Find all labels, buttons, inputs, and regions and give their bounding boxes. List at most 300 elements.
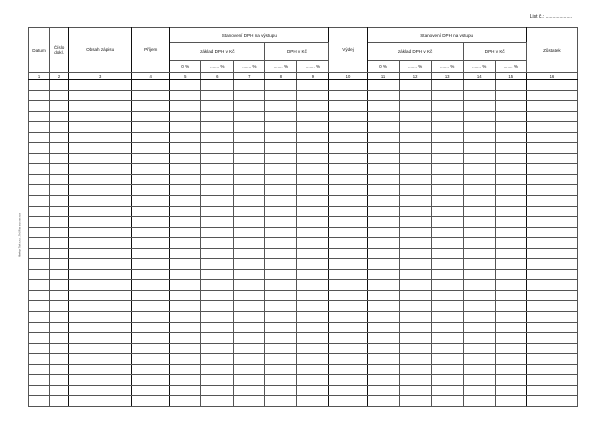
entry-cell[interactable] bbox=[170, 90, 201, 101]
entry-cell[interactable] bbox=[297, 396, 329, 407]
entry-cell[interactable] bbox=[29, 301, 50, 312]
entry-cell[interactable] bbox=[132, 90, 170, 101]
entry-cell[interactable] bbox=[399, 90, 431, 101]
entry-cell[interactable] bbox=[201, 396, 234, 407]
entry-cell[interactable] bbox=[367, 132, 399, 143]
entry-cell[interactable] bbox=[526, 290, 577, 301]
entry-cell[interactable] bbox=[399, 333, 431, 344]
entry-cell[interactable] bbox=[69, 206, 132, 217]
entry-cell[interactable] bbox=[463, 301, 495, 312]
entry-cell[interactable] bbox=[367, 227, 399, 238]
entry-cell[interactable] bbox=[29, 238, 50, 249]
entry-cell[interactable] bbox=[526, 174, 577, 185]
entry-cell[interactable] bbox=[201, 80, 234, 91]
entry-cell[interactable] bbox=[69, 312, 132, 323]
entry-cell[interactable] bbox=[329, 385, 367, 396]
entry-cell[interactable] bbox=[526, 132, 577, 143]
entry-cell[interactable] bbox=[431, 280, 463, 291]
entry-cell[interactable] bbox=[329, 343, 367, 354]
entry-cell[interactable] bbox=[132, 354, 170, 365]
entry-cell[interactable] bbox=[431, 101, 463, 112]
entry-cell[interactable] bbox=[50, 333, 69, 344]
entry-cell[interactable] bbox=[329, 90, 367, 101]
entry-cell[interactable] bbox=[170, 122, 201, 133]
entry-cell[interactable] bbox=[399, 280, 431, 291]
entry-cell[interactable] bbox=[132, 111, 170, 122]
entry-cell[interactable] bbox=[367, 290, 399, 301]
entry-cell[interactable] bbox=[297, 143, 329, 154]
entry-cell[interactable] bbox=[329, 196, 367, 207]
entry-cell[interactable] bbox=[234, 364, 265, 375]
entry-cell[interactable] bbox=[265, 80, 297, 91]
entry-cell[interactable] bbox=[50, 238, 69, 249]
entry-cell[interactable] bbox=[431, 385, 463, 396]
entry-cell[interactable] bbox=[431, 301, 463, 312]
entry-cell[interactable] bbox=[495, 385, 526, 396]
entry-cell[interactable] bbox=[367, 164, 399, 175]
entry-cell[interactable] bbox=[50, 143, 69, 154]
entry-cell[interactable] bbox=[526, 143, 577, 154]
entry-cell[interactable] bbox=[526, 280, 577, 291]
entry-cell[interactable] bbox=[265, 111, 297, 122]
entry-cell[interactable] bbox=[526, 385, 577, 396]
entry-cell[interactable] bbox=[463, 312, 495, 323]
entry-cell[interactable] bbox=[367, 90, 399, 101]
entry-cell[interactable] bbox=[367, 375, 399, 386]
entry-cell[interactable] bbox=[367, 312, 399, 323]
entry-cell[interactable] bbox=[526, 185, 577, 196]
entry-cell[interactable] bbox=[495, 90, 526, 101]
entry-cell[interactable] bbox=[201, 143, 234, 154]
entry-cell[interactable] bbox=[495, 132, 526, 143]
entry-cell[interactable] bbox=[29, 196, 50, 207]
entry-cell[interactable] bbox=[367, 122, 399, 133]
entry-cell[interactable] bbox=[170, 238, 201, 249]
entry-cell[interactable] bbox=[367, 111, 399, 122]
entry-cell[interactable] bbox=[399, 322, 431, 333]
entry-cell[interactable] bbox=[170, 217, 201, 228]
entry-cell[interactable] bbox=[431, 111, 463, 122]
entry-cell[interactable] bbox=[201, 164, 234, 175]
entry-cell[interactable] bbox=[132, 227, 170, 238]
entry-cell[interactable] bbox=[367, 174, 399, 185]
entry-cell[interactable] bbox=[526, 354, 577, 365]
entry-cell[interactable] bbox=[50, 396, 69, 407]
entry-cell[interactable] bbox=[50, 90, 69, 101]
entry-cell[interactable] bbox=[50, 290, 69, 301]
entry-cell[interactable] bbox=[170, 164, 201, 175]
entry-cell[interactable] bbox=[201, 385, 234, 396]
entry-cell[interactable] bbox=[495, 375, 526, 386]
entry-cell[interactable] bbox=[234, 354, 265, 365]
entry-cell[interactable] bbox=[265, 90, 297, 101]
entry-cell[interactable] bbox=[431, 375, 463, 386]
entry-cell[interactable] bbox=[526, 259, 577, 270]
entry-cell[interactable] bbox=[201, 206, 234, 217]
entry-cell[interactable] bbox=[329, 143, 367, 154]
entry-cell[interactable] bbox=[463, 132, 495, 143]
entry-cell[interactable] bbox=[431, 153, 463, 164]
entry-cell[interactable] bbox=[265, 132, 297, 143]
entry-cell[interactable] bbox=[297, 385, 329, 396]
entry-cell[interactable] bbox=[132, 80, 170, 91]
entry-cell[interactable] bbox=[201, 312, 234, 323]
entry-cell[interactable] bbox=[170, 301, 201, 312]
entry-cell[interactable] bbox=[265, 153, 297, 164]
entry-cell[interactable] bbox=[234, 101, 265, 112]
entry-cell[interactable] bbox=[201, 259, 234, 270]
entry-cell[interactable] bbox=[431, 122, 463, 133]
entry-cell[interactable] bbox=[495, 164, 526, 175]
entry-cell[interactable] bbox=[329, 322, 367, 333]
entry-cell[interactable] bbox=[495, 354, 526, 365]
entry-cell[interactable] bbox=[495, 196, 526, 207]
entry-cell[interactable] bbox=[234, 164, 265, 175]
entry-cell[interactable] bbox=[265, 248, 297, 259]
entry-cell[interactable] bbox=[495, 111, 526, 122]
entry-cell[interactable] bbox=[170, 322, 201, 333]
entry-cell[interactable] bbox=[265, 322, 297, 333]
entry-cell[interactable] bbox=[170, 248, 201, 259]
entry-cell[interactable] bbox=[265, 290, 297, 301]
entry-cell[interactable] bbox=[201, 217, 234, 228]
entry-cell[interactable] bbox=[399, 312, 431, 323]
entry-cell[interactable] bbox=[132, 217, 170, 228]
entry-cell[interactable] bbox=[234, 80, 265, 91]
entry-cell[interactable] bbox=[297, 333, 329, 344]
entry-cell[interactable] bbox=[132, 164, 170, 175]
entry-cell[interactable] bbox=[234, 301, 265, 312]
entry-cell[interactable] bbox=[69, 164, 132, 175]
entry-cell[interactable] bbox=[234, 174, 265, 185]
entry-cell[interactable] bbox=[399, 269, 431, 280]
entry-cell[interactable] bbox=[297, 101, 329, 112]
entry-cell[interactable] bbox=[463, 396, 495, 407]
entry-cell[interactable] bbox=[69, 301, 132, 312]
entry-cell[interactable] bbox=[463, 153, 495, 164]
entry-cell[interactable] bbox=[201, 364, 234, 375]
entry-cell[interactable] bbox=[495, 248, 526, 259]
entry-cell[interactable] bbox=[367, 206, 399, 217]
entry-cell[interactable] bbox=[297, 227, 329, 238]
entry-cell[interactable] bbox=[69, 259, 132, 270]
entry-cell[interactable] bbox=[463, 238, 495, 249]
entry-cell[interactable] bbox=[526, 333, 577, 344]
entry-cell[interactable] bbox=[132, 280, 170, 291]
entry-cell[interactable] bbox=[234, 196, 265, 207]
entry-cell[interactable] bbox=[399, 185, 431, 196]
entry-cell[interactable] bbox=[329, 80, 367, 91]
entry-cell[interactable] bbox=[170, 312, 201, 323]
entry-cell[interactable] bbox=[170, 259, 201, 270]
entry-cell[interactable] bbox=[132, 322, 170, 333]
entry-cell[interactable] bbox=[329, 206, 367, 217]
entry-cell[interactable] bbox=[329, 227, 367, 238]
entry-cell[interactable] bbox=[201, 185, 234, 196]
entry-cell[interactable] bbox=[29, 354, 50, 365]
entry-cell[interactable] bbox=[50, 206, 69, 217]
entry-cell[interactable] bbox=[234, 269, 265, 280]
entry-cell[interactable] bbox=[463, 375, 495, 386]
entry-cell[interactable] bbox=[495, 259, 526, 270]
entry-cell[interactable] bbox=[29, 143, 50, 154]
entry-cell[interactable] bbox=[431, 80, 463, 91]
entry-cell[interactable] bbox=[297, 364, 329, 375]
entry-cell[interactable] bbox=[431, 227, 463, 238]
entry-cell[interactable] bbox=[329, 101, 367, 112]
entry-cell[interactable] bbox=[29, 385, 50, 396]
entry-cell[interactable] bbox=[50, 269, 69, 280]
entry-cell[interactable] bbox=[170, 153, 201, 164]
entry-cell[interactable] bbox=[399, 153, 431, 164]
entry-cell[interactable] bbox=[29, 174, 50, 185]
entry-cell[interactable] bbox=[201, 111, 234, 122]
entry-cell[interactable] bbox=[526, 248, 577, 259]
entry-cell[interactable] bbox=[526, 312, 577, 323]
entry-cell[interactable] bbox=[495, 206, 526, 217]
entry-cell[interactable] bbox=[265, 101, 297, 112]
entry-cell[interactable] bbox=[69, 396, 132, 407]
entry-cell[interactable] bbox=[463, 248, 495, 259]
entry-cell[interactable] bbox=[69, 290, 132, 301]
entry-cell[interactable] bbox=[431, 206, 463, 217]
entry-cell[interactable] bbox=[463, 80, 495, 91]
entry-cell[interactable] bbox=[431, 290, 463, 301]
entry-cell[interactable] bbox=[399, 301, 431, 312]
entry-cell[interactable] bbox=[170, 101, 201, 112]
entry-cell[interactable] bbox=[132, 248, 170, 259]
entry-cell[interactable] bbox=[399, 364, 431, 375]
entry-cell[interactable] bbox=[29, 90, 50, 101]
entry-cell[interactable] bbox=[297, 153, 329, 164]
entry-cell[interactable] bbox=[329, 164, 367, 175]
entry-cell[interactable] bbox=[170, 354, 201, 365]
entry-cell[interactable] bbox=[234, 217, 265, 228]
entry-cell[interactable] bbox=[526, 375, 577, 386]
entry-cell[interactable] bbox=[29, 269, 50, 280]
entry-cell[interactable] bbox=[201, 290, 234, 301]
entry-cell[interactable] bbox=[50, 322, 69, 333]
entry-cell[interactable] bbox=[526, 322, 577, 333]
entry-cell[interactable] bbox=[431, 143, 463, 154]
entry-cell[interactable] bbox=[170, 269, 201, 280]
entry-cell[interactable] bbox=[170, 396, 201, 407]
entry-cell[interactable] bbox=[29, 375, 50, 386]
entry-cell[interactable] bbox=[29, 396, 50, 407]
entry-cell[interactable] bbox=[399, 206, 431, 217]
entry-cell[interactable] bbox=[265, 217, 297, 228]
entry-cell[interactable] bbox=[526, 164, 577, 175]
entry-cell[interactable] bbox=[329, 259, 367, 270]
entry-cell[interactable] bbox=[329, 122, 367, 133]
entry-cell[interactable] bbox=[50, 111, 69, 122]
entry-cell[interactable] bbox=[399, 80, 431, 91]
entry-cell[interactable] bbox=[69, 343, 132, 354]
entry-cell[interactable] bbox=[329, 280, 367, 291]
entry-cell[interactable] bbox=[495, 290, 526, 301]
entry-cell[interactable] bbox=[201, 153, 234, 164]
entry-cell[interactable] bbox=[69, 143, 132, 154]
entry-cell[interactable] bbox=[329, 269, 367, 280]
entry-cell[interactable] bbox=[265, 396, 297, 407]
entry-cell[interactable] bbox=[399, 164, 431, 175]
entry-cell[interactable] bbox=[234, 122, 265, 133]
entry-cell[interactable] bbox=[234, 259, 265, 270]
entry-cell[interactable] bbox=[495, 301, 526, 312]
entry-cell[interactable] bbox=[132, 385, 170, 396]
entry-cell[interactable] bbox=[234, 322, 265, 333]
entry-cell[interactable] bbox=[367, 385, 399, 396]
entry-cell[interactable] bbox=[50, 301, 69, 312]
entry-cell[interactable] bbox=[463, 354, 495, 365]
entry-cell[interactable] bbox=[463, 290, 495, 301]
entry-cell[interactable] bbox=[399, 354, 431, 365]
entry-cell[interactable] bbox=[234, 333, 265, 344]
entry-cell[interactable] bbox=[50, 312, 69, 323]
entry-cell[interactable] bbox=[431, 248, 463, 259]
entry-cell[interactable] bbox=[329, 238, 367, 249]
entry-cell[interactable] bbox=[69, 185, 132, 196]
entry-cell[interactable] bbox=[29, 185, 50, 196]
entry-cell[interactable] bbox=[463, 196, 495, 207]
entry-cell[interactable] bbox=[297, 196, 329, 207]
entry-cell[interactable] bbox=[29, 227, 50, 238]
entry-cell[interactable] bbox=[463, 322, 495, 333]
entry-cell[interactable] bbox=[367, 217, 399, 228]
entry-cell[interactable] bbox=[367, 80, 399, 91]
entry-cell[interactable] bbox=[201, 174, 234, 185]
entry-cell[interactable] bbox=[201, 322, 234, 333]
entry-cell[interactable] bbox=[463, 143, 495, 154]
entry-cell[interactable] bbox=[170, 132, 201, 143]
entry-cell[interactable] bbox=[399, 132, 431, 143]
entry-cell[interactable] bbox=[399, 143, 431, 154]
entry-cell[interactable] bbox=[297, 90, 329, 101]
entry-cell[interactable] bbox=[29, 217, 50, 228]
entry-cell[interactable] bbox=[431, 174, 463, 185]
entry-cell[interactable] bbox=[234, 248, 265, 259]
entry-cell[interactable] bbox=[495, 343, 526, 354]
entry-cell[interactable] bbox=[329, 248, 367, 259]
entry-cell[interactable] bbox=[463, 217, 495, 228]
entry-cell[interactable] bbox=[132, 343, 170, 354]
entry-cell[interactable] bbox=[526, 196, 577, 207]
entry-cell[interactable] bbox=[201, 301, 234, 312]
entry-cell[interactable] bbox=[29, 111, 50, 122]
entry-cell[interactable] bbox=[526, 111, 577, 122]
entry-cell[interactable] bbox=[132, 301, 170, 312]
entry-cell[interactable] bbox=[29, 333, 50, 344]
entry-cell[interactable] bbox=[495, 312, 526, 323]
entry-cell[interactable] bbox=[367, 322, 399, 333]
entry-cell[interactable] bbox=[29, 122, 50, 133]
entry-cell[interactable] bbox=[265, 206, 297, 217]
entry-cell[interactable] bbox=[399, 396, 431, 407]
entry-cell[interactable] bbox=[431, 354, 463, 365]
entry-cell[interactable] bbox=[329, 364, 367, 375]
entry-cell[interactable] bbox=[367, 185, 399, 196]
entry-cell[interactable] bbox=[69, 111, 132, 122]
entry-cell[interactable] bbox=[234, 312, 265, 323]
entry-cell[interactable] bbox=[201, 238, 234, 249]
entry-cell[interactable] bbox=[463, 385, 495, 396]
entry-cell[interactable] bbox=[265, 174, 297, 185]
entry-cell[interactable] bbox=[431, 164, 463, 175]
entry-cell[interactable] bbox=[201, 122, 234, 133]
entry-cell[interactable] bbox=[463, 280, 495, 291]
entry-cell[interactable] bbox=[132, 122, 170, 133]
entry-cell[interactable] bbox=[367, 101, 399, 112]
entry-cell[interactable] bbox=[495, 174, 526, 185]
entry-cell[interactable] bbox=[431, 343, 463, 354]
entry-cell[interactable] bbox=[495, 269, 526, 280]
entry-cell[interactable] bbox=[463, 343, 495, 354]
entry-cell[interactable] bbox=[367, 248, 399, 259]
entry-cell[interactable] bbox=[265, 259, 297, 270]
entry-cell[interactable] bbox=[234, 185, 265, 196]
entry-cell[interactable] bbox=[367, 396, 399, 407]
entry-cell[interactable] bbox=[495, 238, 526, 249]
entry-cell[interactable] bbox=[431, 333, 463, 344]
entry-cell[interactable] bbox=[132, 196, 170, 207]
entry-cell[interactable] bbox=[234, 280, 265, 291]
entry-cell[interactable] bbox=[329, 333, 367, 344]
entry-cell[interactable] bbox=[201, 132, 234, 143]
entry-cell[interactable] bbox=[495, 122, 526, 133]
entry-cell[interactable] bbox=[367, 259, 399, 270]
entry-cell[interactable] bbox=[29, 153, 50, 164]
entry-cell[interactable] bbox=[526, 364, 577, 375]
entry-cell[interactable] bbox=[69, 375, 132, 386]
entry-cell[interactable] bbox=[234, 132, 265, 143]
entry-cell[interactable] bbox=[29, 312, 50, 323]
entry-cell[interactable] bbox=[329, 396, 367, 407]
entry-cell[interactable] bbox=[495, 322, 526, 333]
entry-cell[interactable] bbox=[265, 333, 297, 344]
entry-cell[interactable] bbox=[463, 259, 495, 270]
entry-cell[interactable] bbox=[234, 375, 265, 386]
entry-cell[interactable] bbox=[526, 90, 577, 101]
entry-cell[interactable] bbox=[329, 301, 367, 312]
entry-cell[interactable] bbox=[265, 354, 297, 365]
entry-cell[interactable] bbox=[50, 185, 69, 196]
entry-cell[interactable] bbox=[234, 206, 265, 217]
entry-cell[interactable] bbox=[297, 280, 329, 291]
entry-cell[interactable] bbox=[265, 280, 297, 291]
entry-cell[interactable] bbox=[170, 364, 201, 375]
entry-cell[interactable] bbox=[50, 343, 69, 354]
entry-cell[interactable] bbox=[29, 280, 50, 291]
entry-cell[interactable] bbox=[297, 80, 329, 91]
entry-cell[interactable] bbox=[265, 312, 297, 323]
entry-cell[interactable] bbox=[265, 196, 297, 207]
entry-cell[interactable] bbox=[170, 111, 201, 122]
entry-cell[interactable] bbox=[297, 343, 329, 354]
entry-cell[interactable] bbox=[201, 333, 234, 344]
entry-cell[interactable] bbox=[29, 259, 50, 270]
entry-cell[interactable] bbox=[69, 132, 132, 143]
entry-cell[interactable] bbox=[367, 364, 399, 375]
entry-cell[interactable] bbox=[69, 196, 132, 207]
entry-cell[interactable] bbox=[297, 174, 329, 185]
entry-cell[interactable] bbox=[329, 185, 367, 196]
entry-cell[interactable] bbox=[367, 301, 399, 312]
entry-cell[interactable] bbox=[399, 217, 431, 228]
entry-cell[interactable] bbox=[50, 122, 69, 133]
entry-cell[interactable] bbox=[297, 301, 329, 312]
entry-cell[interactable] bbox=[367, 333, 399, 344]
entry-cell[interactable] bbox=[234, 227, 265, 238]
